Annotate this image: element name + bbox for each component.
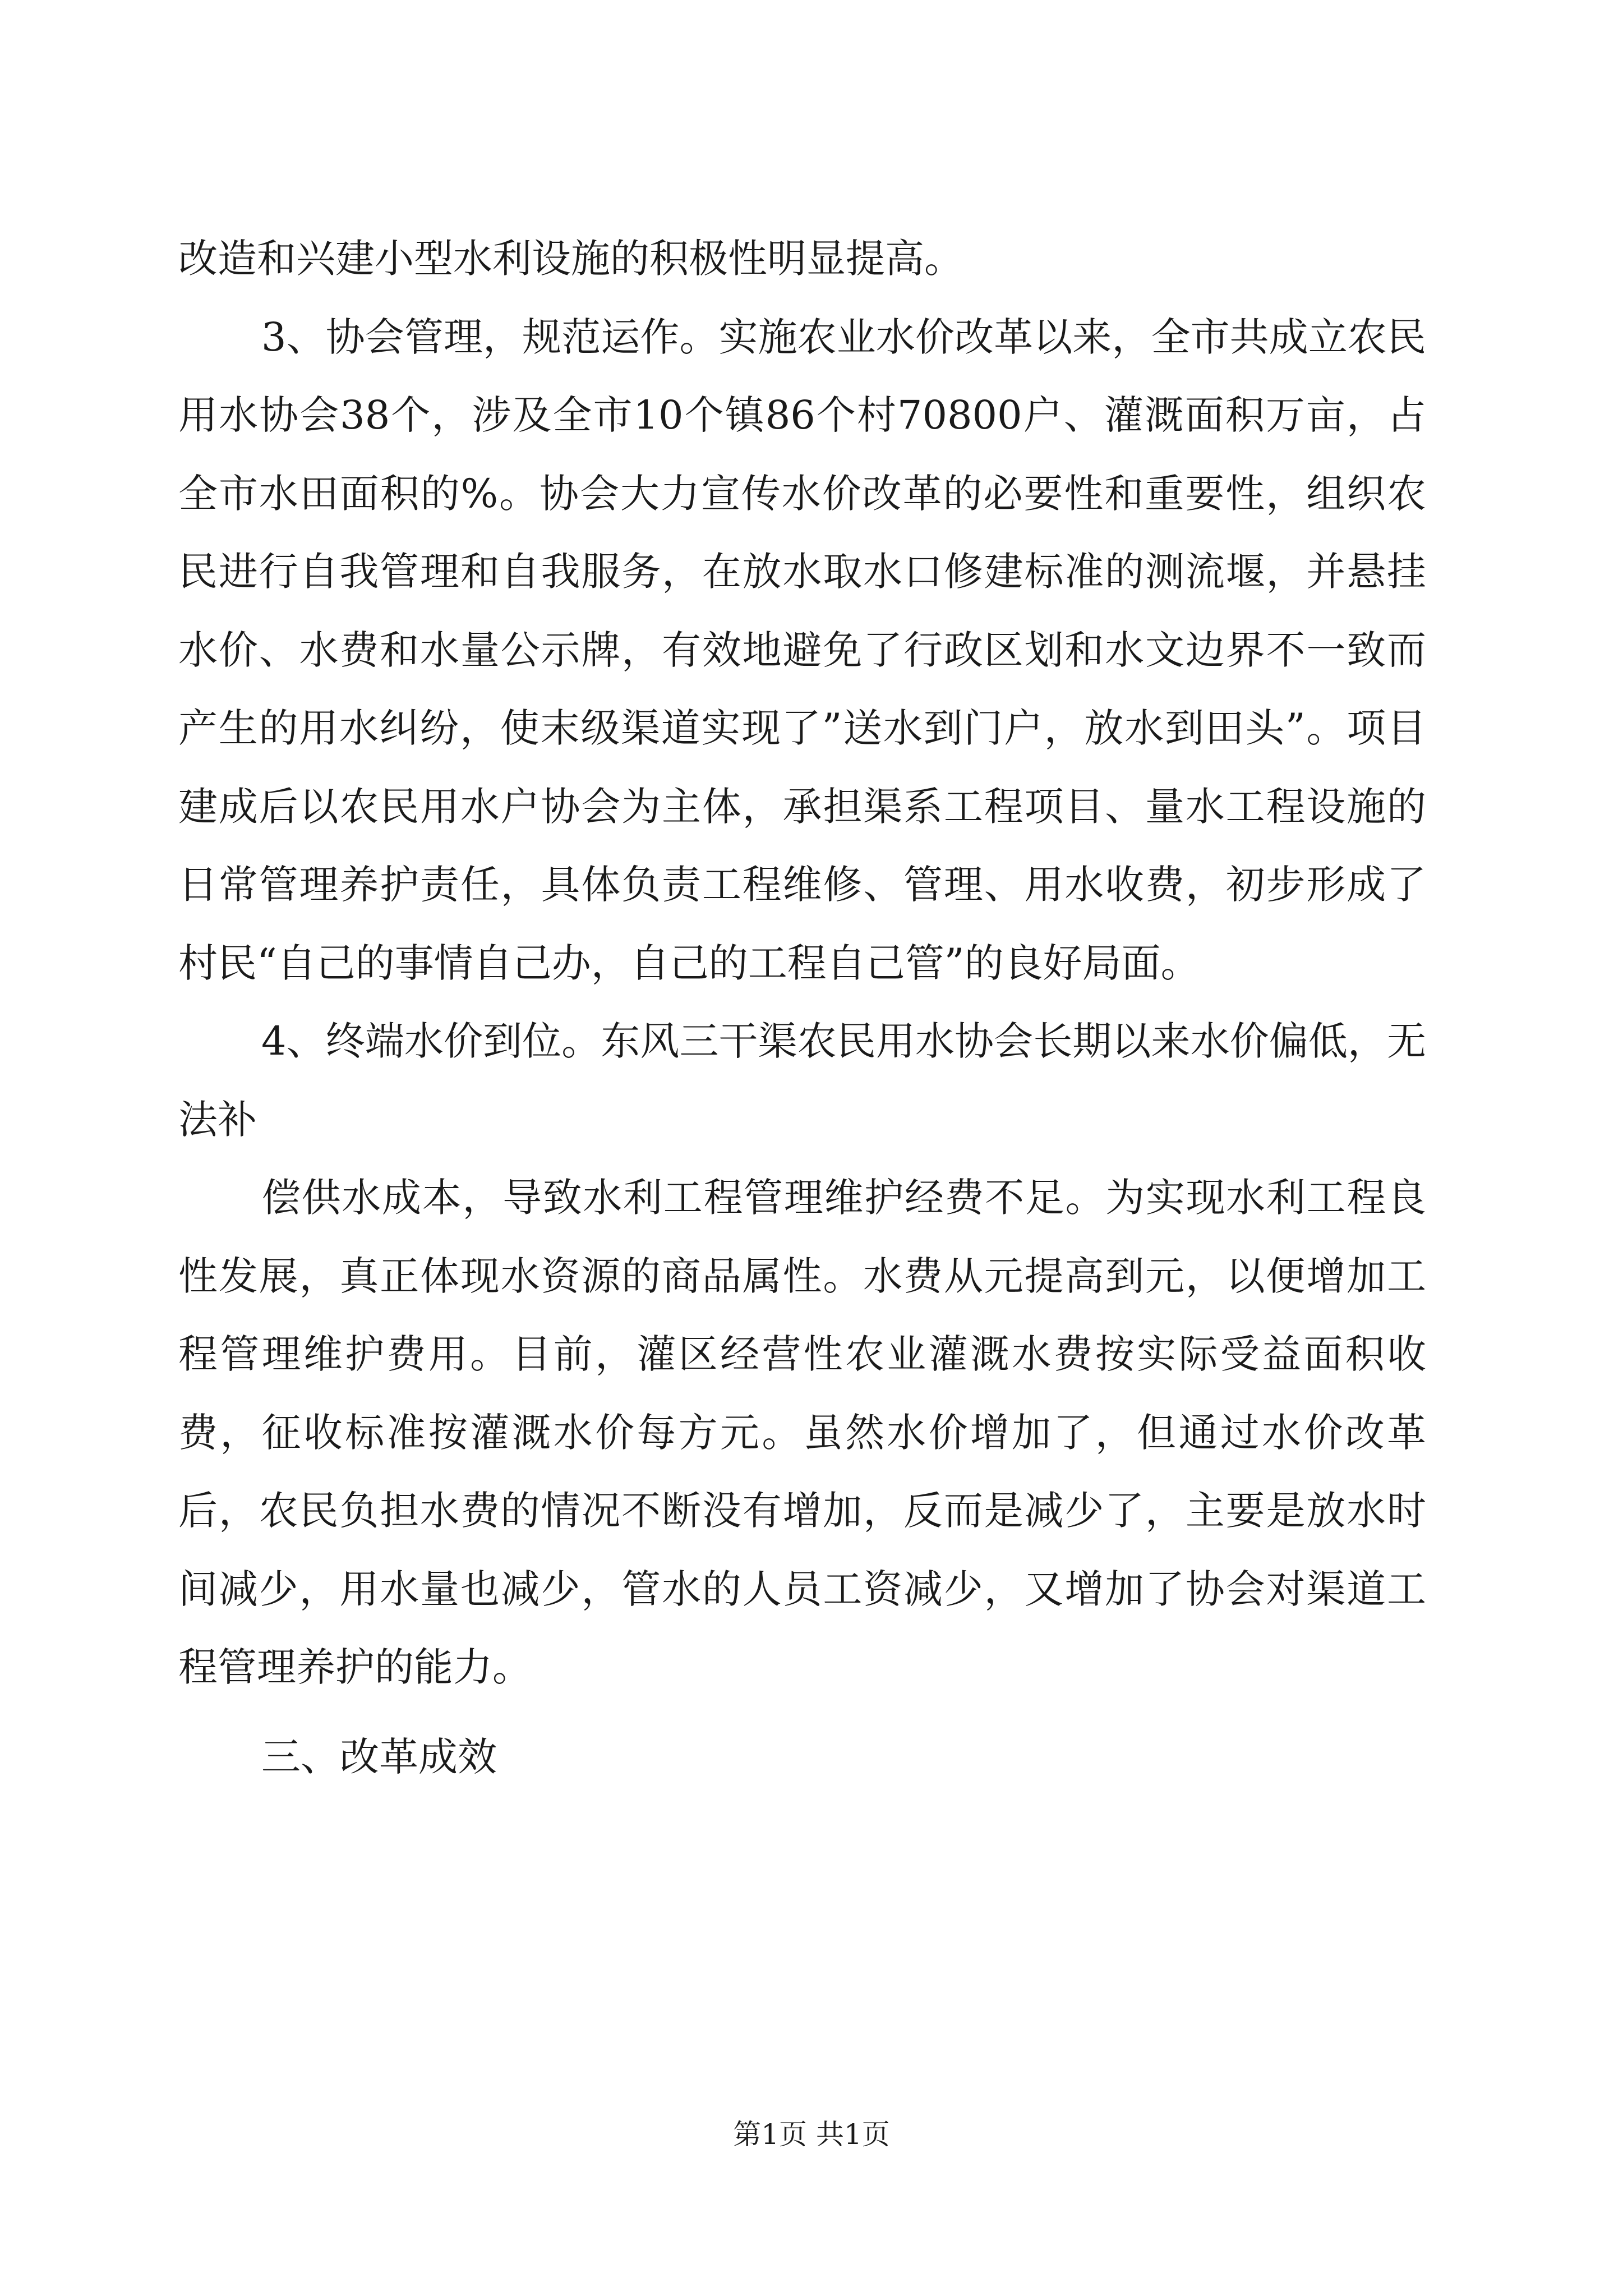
paragraph-association-management: 3、协会管理，规范运作。实施农业水价改革以来，全市共成立农民用水协会38个，涉及全市10个镇86个村70800户、灌溉面积万亩，占全市水田面积的%。协会大力宣传水价改革的必要性和重要性，组织农民进行自我管理和自我服务，在放水取水口修建标准的测流堰，并悬挂水价、水费和水量公示牌，有效地避免了行政区划和水文边界不一致而产生的用水纠纷，使末级渠道实现了”送水到门户，放水到田头”。项目建成后以农民用水户协会为主体，承担渠系工程项目、量水工程设施的日常管理养护责任，具体负责工程维修、管理、用水收费，初步形成了村民“自己的事情自己办，自己的工程自己管”的良好局面。: [178, 314, 1426, 986]
paragraph-continuation: 改造和兴建小型水利设施的积极性明显提高。: [178, 236, 963, 282]
section-heading-reform-results: 三、改革成效: [261, 1733, 497, 1780]
paragraph-terminal-water-price: 4、终端水价到位。东风三干渠农民用水协会长期以来水价偏低，无法补: [178, 1018, 1426, 1143]
page-number-label: 第1页 共1页: [733, 2118, 890, 2151]
paragraph-supply-cost: 偿供水成本，导致水利工程管理维护经费不足。为实现水利工程良性发展，真正体现水资源的商品属性。水费从元提高到元，以便增加工程管理维护费用。目前，灌区经营性农业灌溉水费按实际受益面积收费，征收标准按灌溉水价每方元。虽然水价增加了，但通过水价改革后，农民负担水费的情况不断没有增加，反而是减少了，主要是放水时间减少，用水量也减少，管水的人员工资减少，又增加了协会对渠道工程管理养护的能力。: [178, 1175, 1426, 1690]
page-footer: [0, 2118, 1623, 2151]
document-body: [178, 220, 1426, 1796]
